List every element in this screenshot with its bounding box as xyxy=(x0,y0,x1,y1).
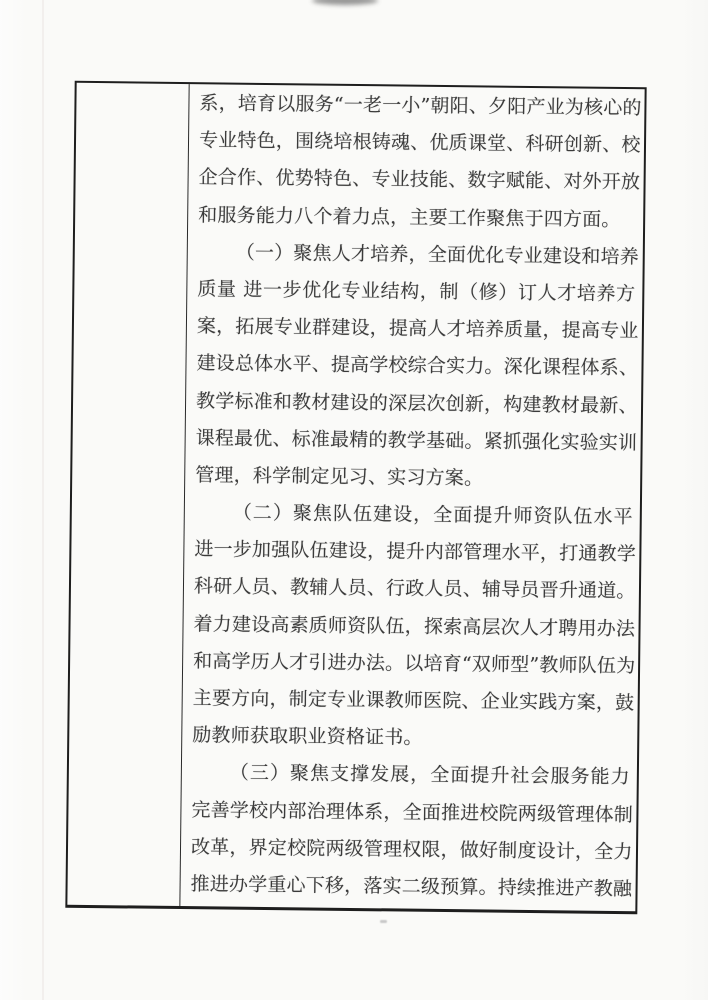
text-line: 管理，科学制定见习、实习方案。 xyxy=(195,464,484,490)
text-line: （三）聚焦支撑发展，全面提升社会服务能力 xyxy=(229,761,630,789)
table-left-cell xyxy=(67,83,189,906)
scan-smudge-artifact xyxy=(312,0,378,5)
document-table xyxy=(65,81,646,914)
text-line: 课程最优、标准最精的教学基础。紧抓强化实验实训 xyxy=(195,426,638,454)
text-line: （二）聚焦队伍建设，全面提升师资队伍水平 xyxy=(232,501,633,529)
text-line: 教学标准和教材建设的深层次创新，构建教材最新、 xyxy=(195,389,638,417)
table-content-cell xyxy=(180,84,644,911)
text-line: 科研人员、教辅人员、行政人员、辅导员晋升通道。 xyxy=(193,575,636,603)
text-line: 质量 进一步优化专业结构，制（修）订人才培养方 xyxy=(197,278,636,306)
text-line: 和高学历人才引进办法。以培育“双师型”教师队伍为 xyxy=(193,649,636,677)
text-line: 着力建设高素质师资队伍，探索高层次人才聘用办法 xyxy=(193,612,636,640)
text-line: 进一步加强队伍建设，提升内部管理水平，打通教学 xyxy=(194,538,637,566)
text-line: 建设总体水平、提高学校综合实力。深化课程体系、 xyxy=(196,352,639,380)
text-line: 励教师获取职业资格证书。 xyxy=(192,724,423,749)
text-line: 完善学校内部治理体系，全面推进校院两级管理体制 xyxy=(191,798,634,826)
text-line: 改革，界定校院两级管理权限，做好制度设计，全力 xyxy=(190,835,633,863)
text-line: 主要方向，制定专业课教师医院、企业实践方案，鼓 xyxy=(192,687,635,715)
scan-streak-artifact xyxy=(42,0,44,1000)
text-line: 专业特色，围绕培根铸魂、优质课堂、科研创新、校 xyxy=(198,129,641,157)
text-line: 推进办学重心下移，落实二级预算。持续推进产教融 xyxy=(190,873,633,901)
scan-mark-artifact xyxy=(380,920,387,923)
text-line: 案，拓展专业群建设，提高人才培养质量，提高专业 xyxy=(196,315,639,343)
text-line: 企合作、优势特色、专业技能、数字赋能、对外开放 xyxy=(198,166,641,194)
text-line: 系，培育以服务“一老一小”朝阳、夕阳产业为核心的 xyxy=(199,92,642,120)
text-line: （一）聚焦人才培养，全面优化专业建设和培养 xyxy=(235,241,640,268)
text-line: 和服务能力八个着力点，主要工作聚焦于四方面。 xyxy=(198,203,621,231)
